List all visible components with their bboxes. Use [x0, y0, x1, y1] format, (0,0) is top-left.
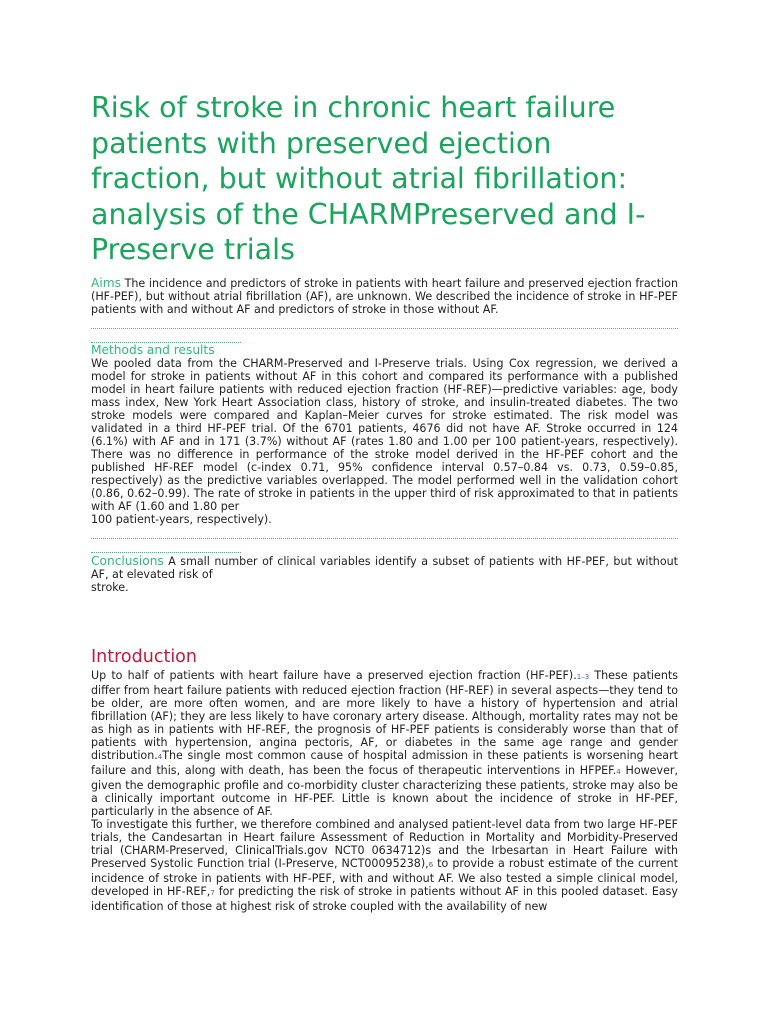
introduction-heading: Introduction [91, 647, 197, 667]
introduction-paragraph [91, 669, 678, 818]
section-divider [91, 323, 678, 343]
section-divider [91, 533, 678, 553]
reference-link[interactable]: 6 [428, 861, 434, 869]
intro-text: Up to half of patients with heart failure have a preserved ejection fraction (HF-PEF). [91, 669, 577, 682]
methods-results-text-tail: 100 patient-years, respectively). [91, 513, 272, 526]
aims-text: The incidence and predictors of stroke in patients with heart failure and preserved ejection fraction (HF-PEF), but without atrial fibrillation (AF), are unknown. We described the incidence of stroke in HF-PEF patients with and without AF and predictors of stroke in those without AF. [91, 277, 679, 316]
intro-text: These patients differ from heart failure patients with reduced ejection fraction (HF-REF) in several aspects—they tend to be older, are more often women, and are more likely to have a history of hypertension and atrial fibrillation (AF); they are less likely to have coronary artery disease. Although, mortality rates may not be as high as in patients with HF-REF, the prognosis of HF-PEF patients is considerably worse than that of patients with hypertension, angina pectoris, AF, or diabetes in the same age range and gender distribution. [91, 669, 678, 762]
abstract-conclusions [91, 555, 678, 594]
abstract [91, 277, 678, 594]
methods-results-label: Methods and results [91, 343, 215, 357]
conclusions-text: A small number of clinical variables identify a subset of patients with HF-PEF, but without AF, at elevated risk of [91, 555, 678, 581]
introduction-paragraph [91, 818, 678, 913]
intro-text: The single most common cause of hospital admission in these patients is worsening heart failure and this, along with death, has been the focus of therapeutic interventions in HFPEF. [91, 749, 678, 777]
methods-results-text: We pooled data from the CHARM-Preserved and I-Preserve trials. Using Cox regression, we derived a model for stroke in patients without AF in this cohort and compared its performance with a published model in heart failure patients with reduced ejection fraction (HF-REF)—predictive variables: age, body mass index, New York Heart Association class, history of stroke, and insulin-treated diabetes. The two stroke models were compared and Kaplan–Meier curves for stroke estimated. The risk model was validated in a third HF-PEF trial. Of the 6701 patients, 4676 did not have AF. Stroke occurred in 124 (6.1%) with AF and in 171 (3.7%) without AF (rates 1.80 and 1.00 per 100 patient-years, respectively). There was no difference in performance of the stroke model derived in the HF-PEF cohort and the published HF-REF model (c-index 0.71, 95% confidence interval 0.57–0.84 vs. 0.73, 0.59–0.85, respectively) as the predictive variables overlapped. The model performed well in the validation cohort (0.86, 0.62–0.99). The rate of stroke in patients in the upper third of risk approximated to that in patients with AF (1.60 and 1.80 per [91, 357, 678, 513]
aims-label: Aims [91, 276, 121, 290]
article-title: Risk of stroke in chronic heart failure patients with preserved ejection fraction, but without atrial fibrillation: analysis of the CHARMPreserved and I-Preserve trials [91, 91, 646, 266]
intro-text: To investigate this further, we therefore combined and analysed patient-level data from two large HF-PEF trials, the Candesartan in Heart failure Assessment of Reduction in Mortality and Morbidity-Preserved trial (CHARM-Preserved, ClinicalTrials.gov NCT0 0634712)s and the Irbesartan in Heart Failure with Preserved Systolic Function trial (I-Preserve, NCT00095238), [91, 818, 678, 870]
reference-link[interactable]: 4 [616, 768, 621, 776]
abstract-aims [91, 277, 678, 316]
intro-text: for predicting the risk of stroke in patients without AF in this pooled dataset. Easy identification of those at highest risk of stroke coupled with the availability of new [91, 885, 678, 913]
reference-link[interactable]: 4 [157, 753, 163, 761]
conclusions-text-tail: stroke. [91, 581, 129, 594]
intro-text: However, given the demographic profile and co-morbidity cluster characterizing these patients, stroke may also be a clinically important outcome in HF-PEF. Little is known about the incidence of stroke in HF-PEF, particularly in the absence of AF. [91, 764, 678, 818]
abstract-methods [91, 343, 678, 526]
intro-text: to provide a robust estimate of the current incidence of stroke in patients with HF-PEF, with and without AF. We also tested a simple clinical model, developed in HF-REF, [91, 857, 678, 898]
reference-link[interactable]: 7 [210, 889, 215, 897]
conclusions-label: Conclusions [91, 554, 164, 568]
reference-link[interactable]: 1–3 [576, 673, 590, 681]
introduction-body [91, 669, 678, 913]
